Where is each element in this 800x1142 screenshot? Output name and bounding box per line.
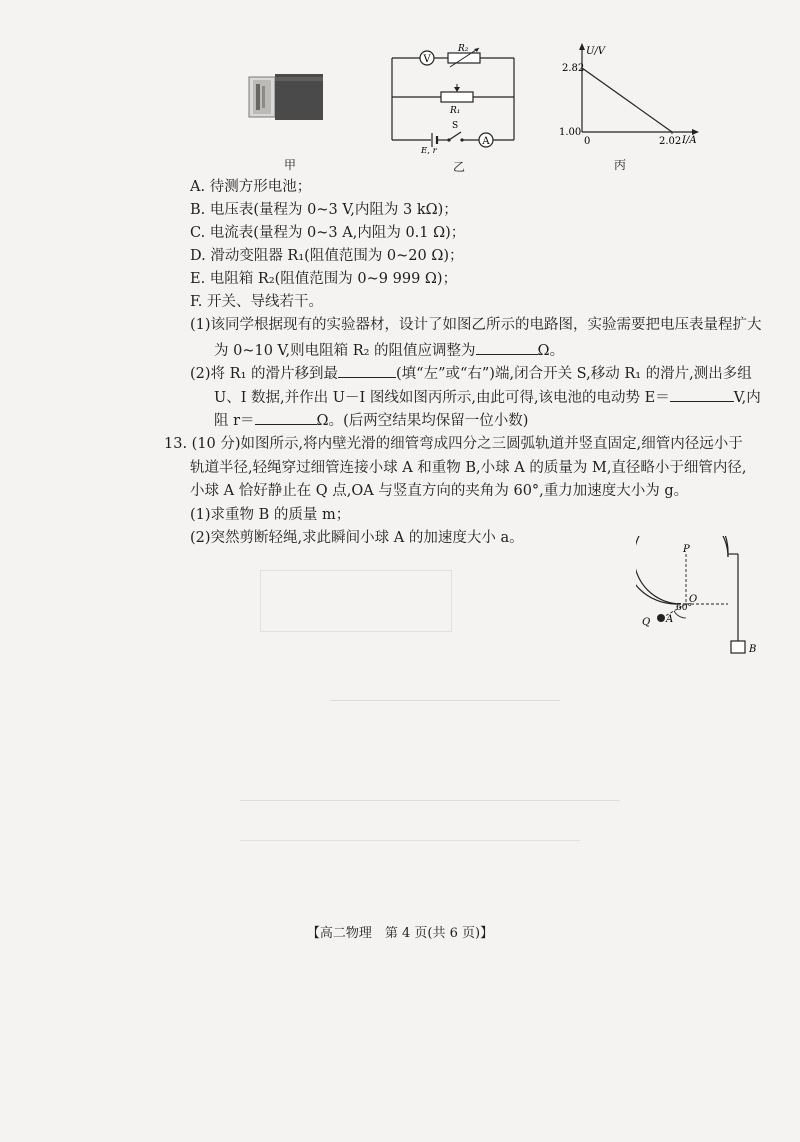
- r1-label: R₁: [450, 106, 461, 116]
- source-label: E, r: [421, 146, 437, 156]
- switch-icon: [447, 132, 463, 142]
- figure-bing-caption: 丙: [614, 158, 627, 172]
- point-q-label: Q: [642, 617, 651, 628]
- point-o-label: O: [689, 594, 698, 605]
- circuit-diagram: [384, 40, 530, 158]
- ball-a-label: A: [666, 614, 674, 625]
- q12-part2-line2: U、I 数据,并作出 U－I 图线如图丙所示,由此可得,该电池的电动势 E＝ V,内: [214, 390, 761, 406]
- answer-blank-r2[interactable]: [476, 342, 538, 355]
- bleed-through-decoration: [260, 570, 452, 632]
- point-p-label: P: [683, 544, 690, 555]
- voltmeter-icon: [420, 51, 434, 65]
- q13-line1: 13. (10 分)如图所示,将内壁光滑的细管弯成四分之三圆弧轨道并竖直固定,细管内径远小于: [164, 436, 743, 452]
- q12-part2-line1: (2)将 R₁ 的滑片移到最 (填“左”或“右”)端,闭合开关 S,移动 R₁ 的滑片,测出多组: [190, 366, 752, 382]
- item-c: C. 电流表(量程为 0~3 A,内阻为 0.1 Ω)；: [190, 225, 466, 241]
- q12-part1-line1: (1)该同学根据现有的实验器材，设计了如图乙所示的电路图，实验需要把电压表量程扩大: [190, 317, 762, 333]
- track-outer-wall: [636, 536, 728, 604]
- bleed-through-decoration: [240, 800, 620, 811]
- item-f: F. 开关、导线若干。: [190, 294, 324, 310]
- battery-source-icon: [432, 133, 437, 147]
- svg-text:A: A: [482, 136, 490, 147]
- item-a: A. 待测方形电池；: [190, 179, 312, 195]
- u-i-graph: [556, 40, 716, 152]
- answer-blank-internal-resistance[interactable]: [255, 412, 317, 425]
- origin-label: 0: [584, 136, 591, 147]
- q12-part2-line3: 阻 r＝ Ω。(后两空结果均保留一位小数): [214, 413, 529, 429]
- angle-label: 60°: [676, 603, 692, 613]
- q13-sub2: (2)突然剪断轻绳,求此瞬间小球 A 的加速度大小 a。: [190, 530, 524, 546]
- weight-b: [731, 641, 745, 653]
- answer-blank-emf[interactable]: [670, 389, 734, 402]
- answer-blank-side[interactable]: [338, 365, 396, 378]
- figure-jia-caption: 甲: [284, 158, 297, 172]
- y-axis-label: U/V: [586, 46, 606, 57]
- page-footer: 【高二物理 第 4 页(共 6 页)】: [306, 926, 494, 941]
- item-b: B. 电压表(量程为 0~3 V,内阻为 3 kΩ)；: [190, 202, 458, 218]
- x-axis-label: I/A: [682, 135, 697, 146]
- q12-part1-line2: 为 0~10 V,则电阻箱 R₂ 的阻值应调整为 Ω。: [214, 343, 565, 359]
- y-floor-label: 1.00: [559, 127, 582, 138]
- ammeter-icon: [479, 133, 493, 147]
- circular-track-diagram: [636, 536, 776, 662]
- item-d: D. 滑动变阻器 R₁(阻值范围为 0~20 Ω)；: [190, 248, 464, 264]
- r2-label: R₂: [458, 44, 469, 54]
- weight-b-label: B: [749, 644, 757, 655]
- svg-text:V: V: [423, 54, 431, 65]
- bleed-through-decoration: [330, 700, 560, 711]
- x-end-label: 2.02: [659, 136, 682, 147]
- bleed-through-decoration: [240, 840, 580, 851]
- q13-line2: 轨道半径,轻绳穿过细管连接小球 A 和重物 B,小球 A 的质量为 M,直径略小于细管内径,: [190, 460, 747, 476]
- item-e: E. 电阻箱 R₂(阻值范围为 0~9 999 Ω)；: [190, 271, 458, 287]
- track-inner-wall: [636, 536, 728, 604]
- switch-label: S: [452, 121, 459, 131]
- battery-photo: [248, 74, 328, 120]
- u-i-line: [582, 68, 672, 132]
- y-start-label: 2.82: [562, 63, 585, 74]
- rheostat-r1-icon: [441, 84, 473, 102]
- q13-sub1: (1)求重物 B 的质量 m；: [190, 507, 351, 523]
- ball-a: [657, 614, 665, 622]
- q13-line3: 小球 A 恰好静止在 Q 点,OA 与竖直方向的夹角为 60°,重力加速度大小为 g。: [190, 483, 689, 499]
- figure-yi-caption: 乙: [453, 160, 466, 174]
